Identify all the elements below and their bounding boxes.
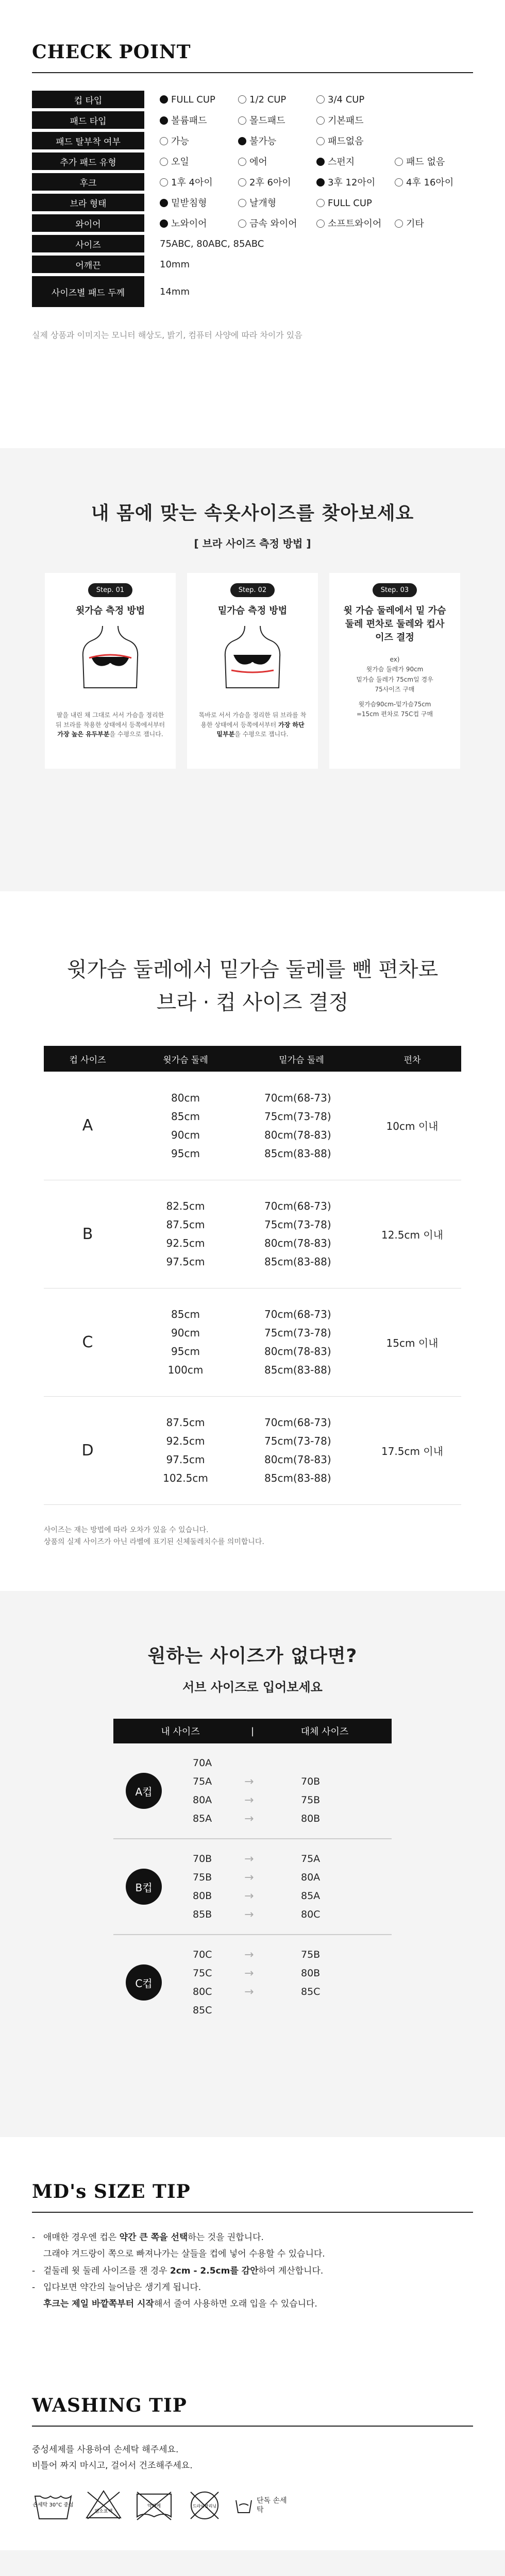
checkpoint-row <box>32 276 473 307</box>
option-text: 4후 16아이 <box>406 177 454 188</box>
alt-size: 80B <box>301 1968 321 1979</box>
tip-list <box>32 2229 473 2312</box>
radio-unchecked-icon <box>316 219 325 228</box>
size-table-header: 편차 <box>363 1046 461 1072</box>
checkpoint-label: 추가 패드 유형 <box>32 152 144 170</box>
step-text-end: 을 수평으로 잽니다. <box>109 731 163 738</box>
checkpoint-option <box>395 155 473 168</box>
arrow-right-icon: → <box>244 1889 254 1903</box>
option-text: 가능 <box>171 136 189 147</box>
washing-tip-section <box>0 2395 505 2550</box>
checkpoint-option <box>160 134 238 147</box>
example-line: 밑가슴 둘레가 75cm일 경우 <box>356 675 433 683</box>
arrow-right-icon: → <box>244 1793 254 1807</box>
alt-size: 80B <box>301 1813 321 1824</box>
step-text: 똑바로 서서 가슴을 정리한 뒤 브라를 착용한 상태에서 등쪽에서부터 <box>198 711 307 728</box>
size-table-row <box>44 1072 461 1180</box>
alt-size: 70B <box>301 1776 321 1787</box>
under-bust-value: 85cm(83-88) <box>264 1256 331 1268</box>
step-badge: Step. 02 <box>230 583 275 597</box>
top-bust-value: 85cm <box>171 1110 200 1123</box>
radio-unchecked-icon <box>316 116 325 125</box>
tip-item: - 입다보면 약간의 늘어남은 생기게 됩니다. <box>32 2279 473 2296</box>
guide-title: 내 몸에 맞는 속옷사이즈를 찾아보세요 <box>91 503 414 524</box>
checkpoint-option <box>316 175 395 189</box>
hand-wash-30-icon <box>32 2486 74 2525</box>
alt-size: 85C <box>301 1986 321 1997</box>
checkpoint-label: 컵 타입 <box>32 91 144 108</box>
radio-unchecked-icon <box>238 116 246 125</box>
step-card-3 <box>329 573 460 769</box>
radio-unchecked-icon <box>316 95 325 104</box>
option-text: 패드 없음 <box>406 157 445 167</box>
checkpoint-row <box>32 256 473 273</box>
size-table-header: 밑가슴 둘레 <box>240 1046 363 1072</box>
size-table-section <box>0 891 505 1591</box>
option-text: 날개형 <box>249 198 277 209</box>
arrow-right-icon: → <box>244 1775 254 1788</box>
top-bust-value: 90cm <box>171 1128 200 1141</box>
notice-title <box>0 2573 505 2576</box>
size-table-note: 상품의 실제 사이즈가 아닌 라벨에 표기된 신체둘레치수를 의미합니다. <box>44 1538 264 1547</box>
my-size: 80C <box>193 1986 212 1997</box>
my-size: 75C <box>193 1968 212 1979</box>
example-label: ex) <box>390 656 400 664</box>
guide-subtitle: [ 브라 사이즈 측정 방법 ] <box>194 537 311 550</box>
diff-cell: 12.5cm 이내 <box>363 1180 461 1288</box>
size-table-note: 사이즈는 재는 방법에 따라 오차가 있을 수 있습니다. <box>44 1526 209 1534</box>
example-line: =15cm 편차로 75C컵 구매 <box>356 710 433 718</box>
checkpoint-option <box>238 196 316 209</box>
option-text: 스펀지 <box>328 157 355 167</box>
radio-checked-icon <box>316 158 325 166</box>
option-text: 1/2 CUP <box>249 94 287 105</box>
option-text: 2후 6아이 <box>249 177 291 188</box>
under-bust-value: 85cm(83-88) <box>264 1147 331 1160</box>
example-line: 윗가슴 둘레가 90cm <box>366 666 424 673</box>
sub-size-section <box>0 1591 505 2137</box>
step-badge: Step. 01 <box>88 583 132 597</box>
alt-size: 80A <box>301 1872 321 1883</box>
arrow-right-icon: → <box>244 1948 254 1961</box>
my-size: 70A <box>193 1757 212 1769</box>
radio-unchecked-icon <box>395 178 403 187</box>
radio-unchecked-icon <box>395 219 403 228</box>
option-text: FULL CUP <box>171 94 215 105</box>
option-text: 불가능 <box>249 136 277 147</box>
step-title: 윗 가슴 둘레에서 밑 가슴 둘레 편차로 둘레와 컵사이즈 결정 <box>343 605 446 643</box>
no-iron-icon <box>183 2486 226 2525</box>
my-size: 70B <box>193 1853 212 1865</box>
step-title: 윗가슴 측정 방법 <box>75 605 145 616</box>
divider <box>32 72 473 73</box>
checkpoint-row <box>32 173 473 191</box>
checkpoint-label: 패드 타입 <box>32 111 144 129</box>
under-bust-value: 75cm(73-78) <box>264 1435 331 1447</box>
washing-tip-title: WASHING TIP <box>32 2395 187 2416</box>
radio-unchecked-icon <box>316 137 325 145</box>
checkpoint-option <box>395 175 473 189</box>
tip-item-cont: 그래야 겨드랑이 쪽으로 빠져나가는 살들을 컵에 넣어 수용할 수 있습니다. <box>43 2249 325 2260</box>
option-text: 오일 <box>171 157 189 167</box>
checkpoint-label: 사이즈별 패드 두께 <box>32 276 144 307</box>
option-text: 볼륨패드 <box>171 115 207 126</box>
sub-size-table <box>113 1719 392 2030</box>
checkpoint-row <box>32 152 473 170</box>
my-size: 75A <box>193 1776 212 1787</box>
divider <box>32 2212 473 2213</box>
radio-checked-icon <box>160 116 168 125</box>
radio-unchecked-icon <box>316 199 325 207</box>
top-bust-value: 97.5cm <box>166 1453 205 1466</box>
checkpoint-option <box>395 216 473 230</box>
arrow-right-icon: → <box>244 1985 254 1998</box>
notice-section <box>0 2550 505 2576</box>
size-table-row <box>44 1396 461 1504</box>
size-table-row <box>44 1180 461 1288</box>
top-bust-value: 92.5cm <box>166 1435 205 1447</box>
checkpoint-label: 브라 형태 <box>32 194 144 211</box>
size-guide-section <box>0 448 505 891</box>
option-text: 3후 12아이 <box>328 177 376 188</box>
sub-size-row <box>193 1945 320 1964</box>
radio-checked-icon <box>238 137 246 145</box>
top-bust-value: 90cm <box>171 1327 200 1339</box>
checkpoint-option <box>160 216 238 230</box>
radio-checked-icon <box>160 219 168 228</box>
checkpoint-option <box>238 94 316 105</box>
under-bust-value: 70cm(68-73) <box>264 1308 331 1320</box>
svg-text:염소표백: 염소표백 <box>94 2509 113 2515</box>
option-text: 1후 4아이 <box>171 177 213 188</box>
arrow-right-icon: → <box>244 1967 254 1980</box>
checkpoint-row <box>32 235 473 252</box>
my-size: 80A <box>193 1794 212 1806</box>
checkpoint-label: 패드 탈부착 여부 <box>32 132 144 149</box>
checkpoint-option <box>316 155 395 168</box>
no-bleach-icon <box>82 2486 125 2525</box>
sub-size-subtitle: 서브 사이즈로 입어보세요 <box>182 1680 323 1694</box>
top-bust-value: 95cm <box>171 1345 200 1358</box>
checkpoint-option <box>160 155 238 168</box>
radio-unchecked-icon <box>160 137 168 145</box>
washing-line: 중성세제를 사용하여 손세탁 해주세요. <box>32 2445 179 2455</box>
step-card-1 <box>45 573 176 769</box>
checkpoint-value: 75ABC, 80ABC, 85ABC <box>160 238 264 249</box>
alt-size: 85A <box>301 1890 321 1902</box>
size-table-title: 윗가슴 둘레에서 밑가슴 둘레를 뺀 편차로 <box>66 958 439 981</box>
diff-cell: 10cm 이내 <box>363 1072 461 1180</box>
single-wash-label: 단독 손세탁 <box>257 2497 287 2515</box>
option-text: FULL CUP <box>328 198 372 209</box>
sub-size-row <box>193 1850 320 1868</box>
arrow-right-icon: → <box>244 1908 254 1921</box>
option-text: 밑받침형 <box>171 198 207 209</box>
sub-size-row <box>193 1809 320 1828</box>
radio-unchecked-icon <box>238 199 246 207</box>
under-bust-value: 85cm(83-88) <box>264 1472 331 1484</box>
sub-size-row <box>193 1964 320 1982</box>
top-bust-value: 82.5cm <box>166 1200 205 1212</box>
top-bust-value: 85cm <box>171 1308 200 1320</box>
arrow-right-icon: → <box>244 1812 254 1825</box>
cup-cell: A <box>44 1072 131 1180</box>
step-card-2 <box>187 573 318 769</box>
alt-size: 75B <box>301 1949 321 1960</box>
top-bust-value: 100cm <box>167 1364 204 1376</box>
size-table-title-2: 브라 · 컵 사이즈 결정 <box>156 991 349 1014</box>
my-size: 75B <box>193 1872 212 1883</box>
under-bust-value: 75cm(73-78) <box>264 1218 331 1231</box>
checkpoint-label: 어깨끈 <box>32 256 144 273</box>
top-bust-value: 80cm <box>171 1091 200 1104</box>
sub-size-row <box>193 1905 320 1924</box>
radio-unchecked-icon <box>160 178 168 187</box>
radio-unchecked-icon <box>238 158 246 166</box>
mannequin-top-measure-icon <box>72 621 149 698</box>
checkpoint-option <box>316 198 395 209</box>
my-size: 85C <box>193 2005 212 2016</box>
diff-cell: 15cm 이내 <box>363 1288 461 1396</box>
option-text: 기본패드 <box>328 115 364 126</box>
cup-badge: C컵 <box>126 1964 162 2001</box>
alt-size: 75A <box>301 1853 321 1865</box>
sub-size-group <box>113 1935 392 2030</box>
checkpoint-option <box>160 94 238 105</box>
checkpoint-note: 실제 상품과 이미지는 모니터 해상도, 밝기, 컴퓨터 사양에 따라 차이가 있음 <box>32 330 302 340</box>
step-text-bold: 가장 하단 밑부분 <box>216 721 305 738</box>
under-bust-value: 80cm(78-83) <box>264 1345 331 1358</box>
radio-unchecked-icon <box>238 95 246 104</box>
under-bust-value: 75cm(73-78) <box>264 1110 331 1123</box>
washing-line: 비틀어 짜지 마시고, 걸어서 건조해주세요. <box>32 2460 193 2471</box>
under-bust-value: 80cm(78-83) <box>264 1453 331 1466</box>
my-size: 80B <box>193 1890 212 1902</box>
option-text: 금속 와이어 <box>249 218 297 229</box>
step-badge: Step. 03 <box>373 583 417 597</box>
checkpoint-option <box>316 216 395 230</box>
sub-size-row <box>193 2001 320 2020</box>
md-tip-title: MD's SIZE TIP <box>32 2181 191 2202</box>
no-dry-icon <box>133 2486 175 2525</box>
cup-cell: D <box>44 1396 131 1504</box>
checkpoint-label: 와이어 <box>32 214 144 232</box>
top-bust-value: 87.5cm <box>166 1218 205 1231</box>
radio-checked-icon <box>160 95 168 104</box>
sub-size-row <box>193 1772 320 1791</box>
cup-badge: A컵 <box>126 1773 162 1809</box>
checkpoint-option <box>238 113 316 127</box>
mannequin-under-measure-icon <box>214 621 291 698</box>
tip-item: - 애매한 경우엔 컵은 약간 큰 쪽을 선택하는 것을 권합니다. <box>32 2229 473 2246</box>
checkpoint-title: CHECK POINT <box>32 41 191 63</box>
top-bust-value: 87.5cm <box>166 1416 205 1429</box>
checkpoint-option <box>316 94 395 105</box>
size-table-header: 컵 사이즈 <box>44 1046 131 1072</box>
under-bust-value: 75cm(73-78) <box>264 1327 331 1339</box>
top-bust-value: 95cm <box>171 1147 200 1160</box>
top-bust-value: 102.5cm <box>163 1472 208 1484</box>
checkpoint-label: 사이즈 <box>32 235 144 252</box>
radio-unchecked-icon <box>395 158 403 166</box>
cup-badge: B컵 <box>126 1869 162 1905</box>
option-text: 노와이어 <box>171 218 207 229</box>
checkpoint-option <box>316 113 395 127</box>
sub-size-row <box>193 1754 320 1772</box>
sub-size-group <box>113 1839 392 1935</box>
my-size: 85B <box>193 1909 212 1920</box>
arrow-right-icon: → <box>244 1852 254 1866</box>
checkpoint-option <box>160 113 238 127</box>
checkpoint-option <box>238 155 316 168</box>
radio-unchecked-icon <box>238 219 246 228</box>
under-bust-value: 70cm(68-73) <box>264 1091 331 1104</box>
checkpoint-table <box>32 88 473 310</box>
option-text: 에어 <box>249 157 267 167</box>
checkpoint-row <box>32 91 473 108</box>
svg-text:약하게: 약하게 <box>147 2504 161 2510</box>
option-text: 몰드패드 <box>249 115 285 126</box>
example-line: 75사이즈 구매 <box>375 685 415 693</box>
under-bust-value: 80cm(78-83) <box>264 1237 331 1249</box>
svg-text:손세탁 30°C 중성: 손세탁 30°C 중성 <box>32 2502 74 2509</box>
top-bust-value: 97.5cm <box>166 1256 205 1268</box>
alt-size: 80C <box>301 1909 321 1920</box>
checkpoint-row <box>32 132 473 149</box>
checkpoint-row <box>32 111 473 129</box>
top-bust-value: 92.5cm <box>166 1237 205 1249</box>
sub-size-row <box>193 1868 320 1887</box>
under-bust-value: 85cm(83-88) <box>264 1364 331 1376</box>
care-icons <box>32 2486 473 2525</box>
sub-size-group <box>113 1743 392 1839</box>
example-line: 윗가슴90cm-밑가슴75cm <box>358 701 431 708</box>
checkpoint-option <box>238 134 316 147</box>
checkpoint-option <box>238 175 316 189</box>
single-wash-icon <box>234 2495 254 2516</box>
arrow-right-icon: → <box>244 1871 254 1884</box>
checkpoint-value: 10mm <box>160 259 190 270</box>
checkpoint-value: 14mm <box>160 286 190 297</box>
my-size: 70C <box>193 1949 212 1960</box>
my-size: 85A <box>193 1813 212 1824</box>
cup-cell: B <box>44 1180 131 1288</box>
step-title: 밑가슴 측정 방법 <box>217 605 288 616</box>
radio-checked-icon <box>160 199 168 207</box>
svg-text:드라이클리닝: 드라이클리닝 <box>192 2504 217 2509</box>
md-tip-section <box>0 2137 505 2395</box>
checkpoint-row <box>32 214 473 232</box>
step-text-bold: 가장 높은 유두부분 <box>57 731 110 738</box>
checkpoint-option <box>238 216 316 230</box>
under-bust-value: 70cm(68-73) <box>264 1200 331 1212</box>
divider <box>32 2426 473 2427</box>
size-table-row <box>44 1288 461 1396</box>
size-table-header: 윗가슴 둘레 <box>131 1046 240 1072</box>
radio-unchecked-icon <box>160 158 168 166</box>
sub-size-header: 내 사이즈 | 대체 사이즈 <box>113 1719 392 1743</box>
alt-size: 75B <box>301 1794 321 1806</box>
radio-unchecked-icon <box>238 178 246 187</box>
under-bust-value: 70cm(68-73) <box>264 1416 331 1429</box>
radio-checked-icon <box>316 178 325 187</box>
tip-item-cont: 후크는 제일 바깥쪽부터 시작해서 줄여 사용하면 오래 입을 수 있습니다. <box>43 2299 317 2310</box>
option-text: 기타 <box>406 218 424 229</box>
sub-size-title: 원하는 사이즈가 없다면? <box>147 1646 358 1667</box>
tip-item: - 겉둘레 윗 둘레 사이즈를 잰 경우 2cm - 2.5cm를 감안하여 계산합니다. <box>32 2263 473 2279</box>
checkpoint-section <box>0 0 505 448</box>
header-alt-size: 대체 사이즈 <box>300 1726 349 1737</box>
checkpoint-label: 후크 <box>32 173 144 191</box>
option-text: 패드없음 <box>328 136 364 147</box>
step-text: 팔을 내린 채 그대로 서서 가슴을 정리한 뒤 브라를 착용한 상태에서 등쪽에서부터 <box>55 711 165 728</box>
sub-size-row <box>193 1887 320 1905</box>
header-my-size: 내 사이즈 <box>161 1726 200 1737</box>
checkpoint-row <box>32 194 473 211</box>
bra-size-table <box>44 1046 461 1505</box>
under-bust-value: 80cm(78-83) <box>264 1128 331 1141</box>
sub-size-row <box>193 1791 320 1809</box>
option-text: 소프트와이어 <box>328 218 382 229</box>
step-text-end: 을 수평으로 잽니다. <box>234 731 289 738</box>
sub-size-row <box>193 1982 320 2001</box>
checkpoint-option <box>160 175 238 189</box>
cup-cell: C <box>44 1288 131 1396</box>
checkpoint-option <box>160 196 238 209</box>
option-text: 3/4 CUP <box>328 94 365 105</box>
diff-cell: 17.5cm 이내 <box>363 1396 461 1504</box>
checkpoint-option <box>316 134 395 147</box>
